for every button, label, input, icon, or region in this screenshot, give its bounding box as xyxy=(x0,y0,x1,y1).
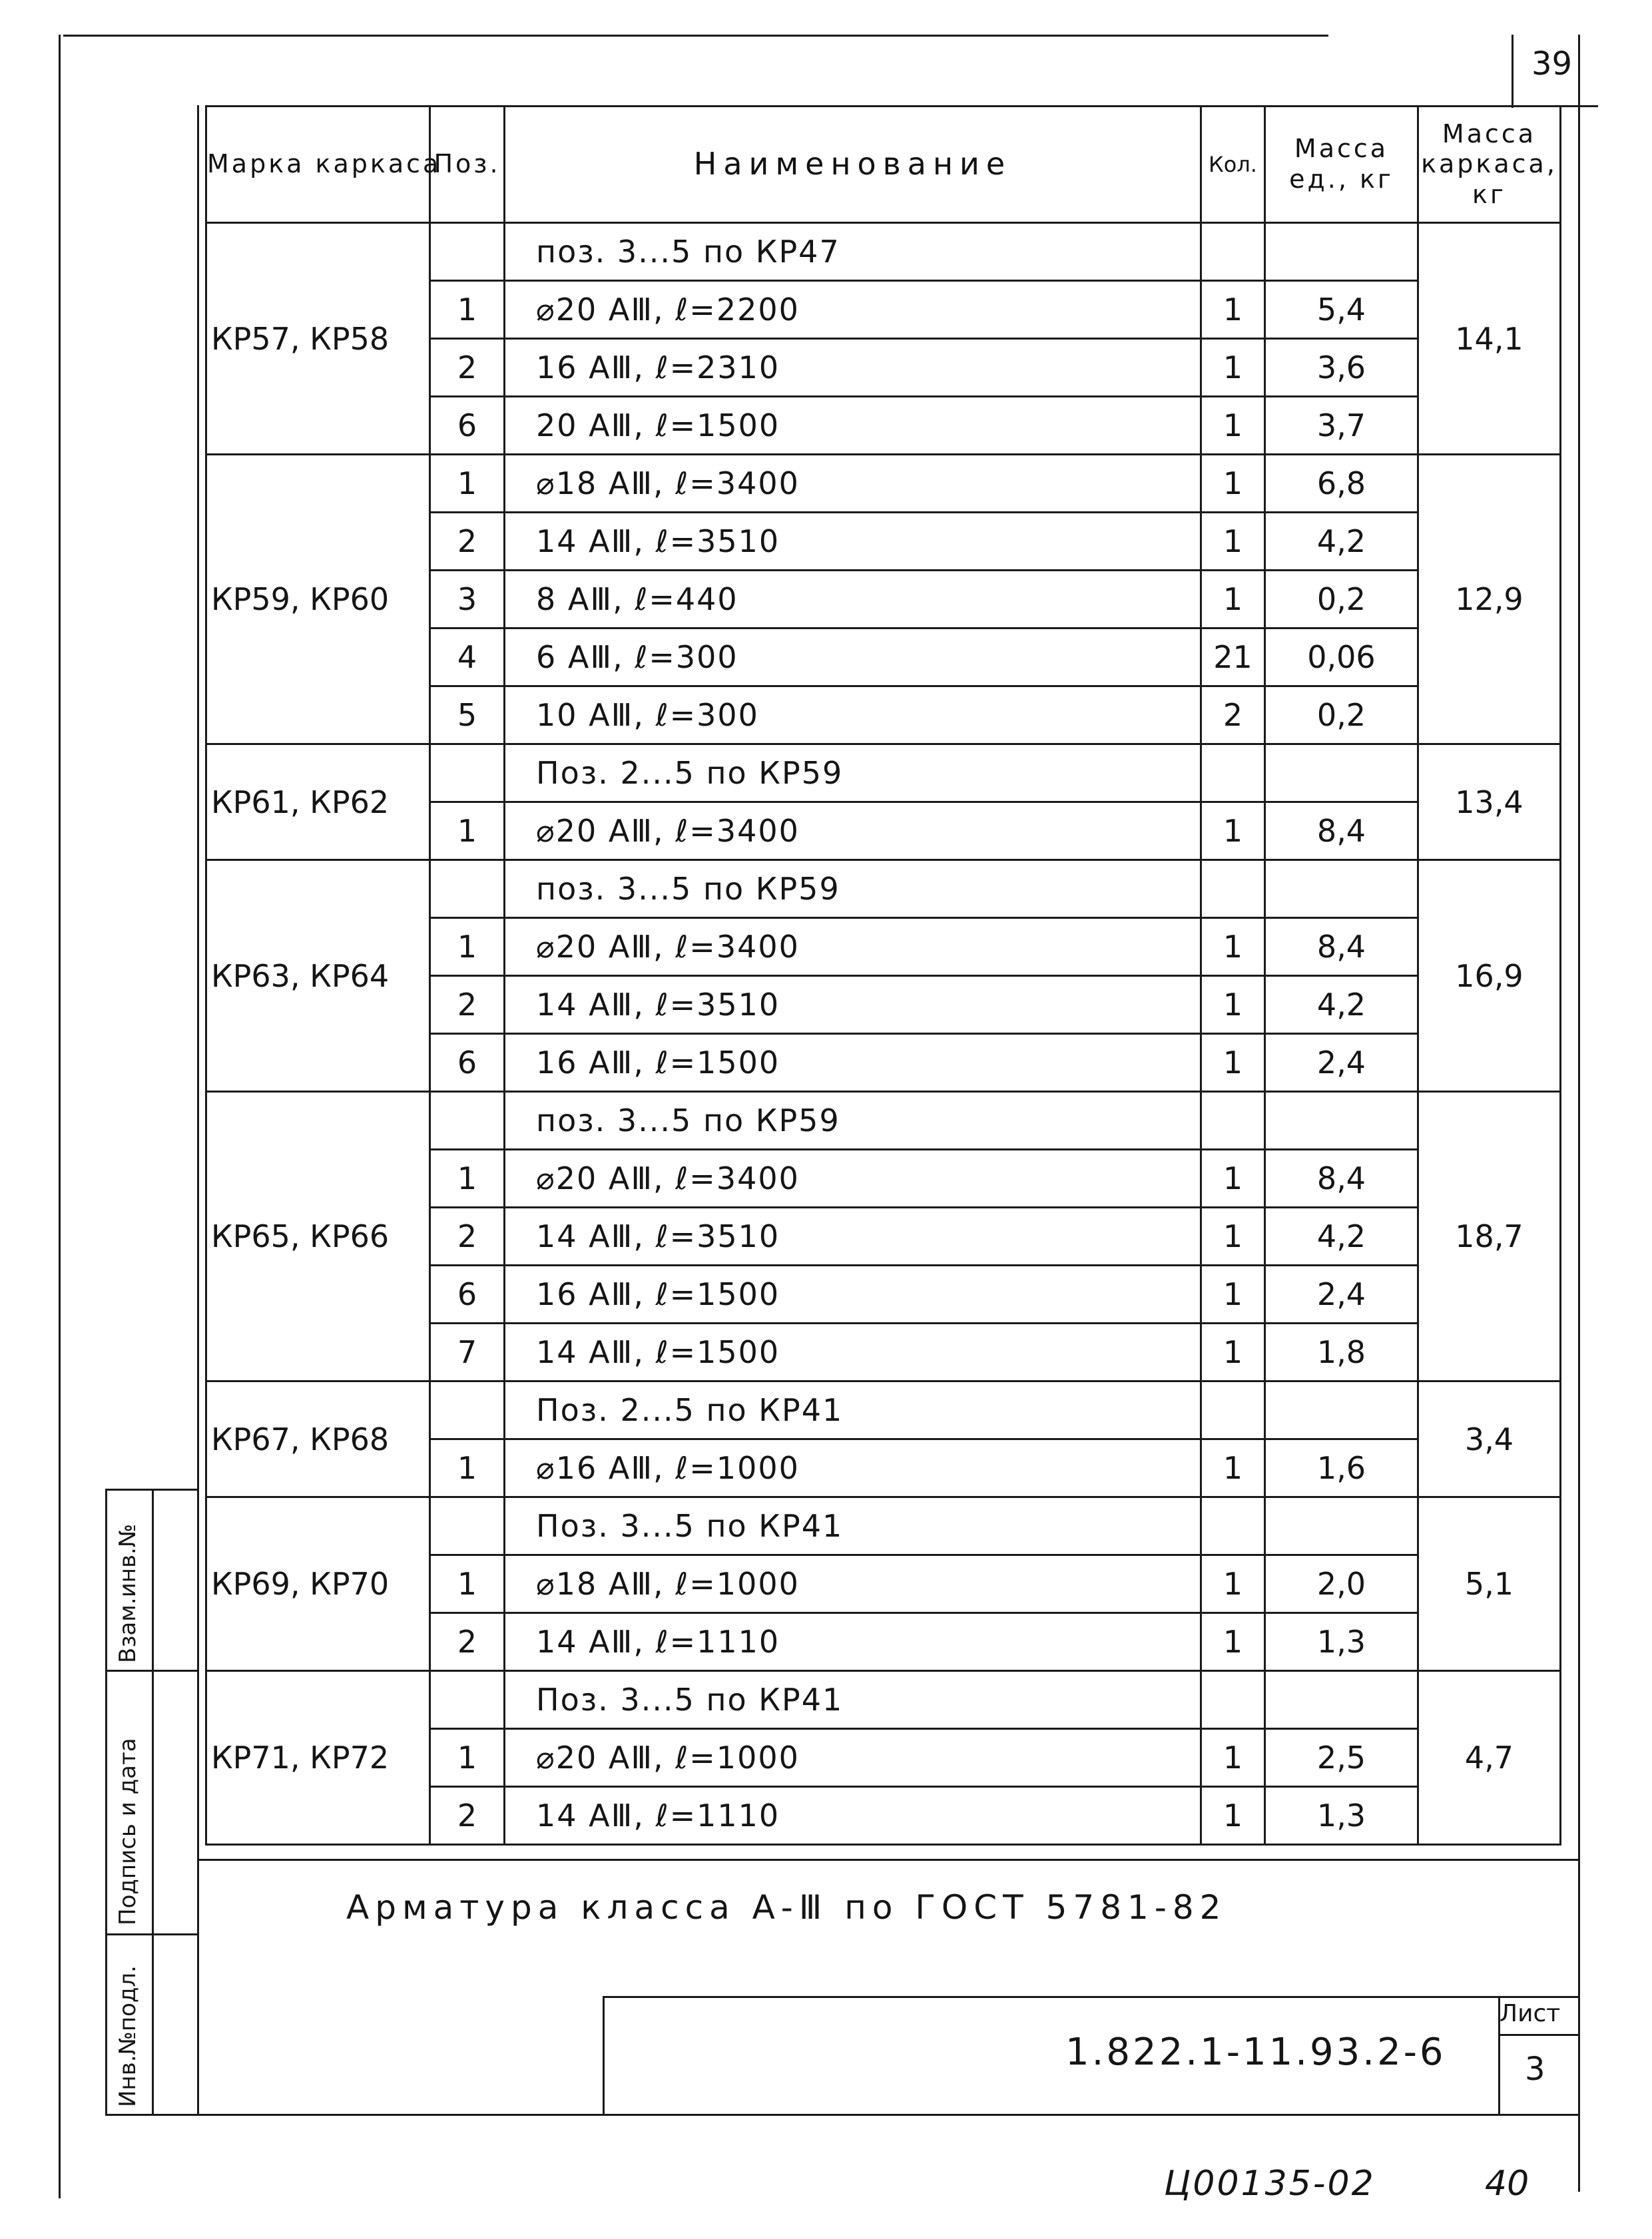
quantity-cell xyxy=(1201,1092,1265,1150)
position-cell: 1 xyxy=(430,802,505,860)
unit-mass-cell: 1,3 xyxy=(1265,1787,1418,1845)
quantity-cell: 1 xyxy=(1201,1555,1265,1613)
name-cell: 16 АⅢ, ℓ=1500 xyxy=(505,1034,1201,1092)
position-cell: 1 xyxy=(430,1439,505,1497)
name-cell: Поз. 2...5 по КР41 xyxy=(505,1381,1201,1439)
frame-border-left xyxy=(197,105,199,2116)
name-cell: 16 АⅢ, ℓ=1500 xyxy=(505,1266,1201,1324)
reinforcement-note: Арматура класса А-Ⅲ по ГОСТ 5781-82 xyxy=(346,1888,1227,1927)
table-row xyxy=(206,455,1561,513)
unit-mass-cell xyxy=(1265,1671,1418,1729)
stamp-strip-top xyxy=(105,1489,198,1491)
name-cell: ⌀20 АⅢ, ℓ=2200 xyxy=(505,281,1201,339)
unit-mass-cell: 0,2 xyxy=(1265,571,1418,628)
position-cell xyxy=(430,1092,505,1150)
quantity-cell xyxy=(1201,223,1265,281)
name-cell: 14 АⅢ, ℓ=3510 xyxy=(505,976,1201,1034)
name-cell: 14 АⅢ, ℓ=1110 xyxy=(505,1787,1201,1845)
position-cell: 2 xyxy=(430,1613,505,1671)
table-row xyxy=(206,860,1561,918)
frame-total-mass-cell: 16,9 xyxy=(1418,860,1561,1092)
quantity-cell: 1 xyxy=(1201,571,1265,628)
unit-mass-cell xyxy=(1265,1497,1418,1555)
unit-mass-cell: 4,2 xyxy=(1265,513,1418,571)
position-cell: 4 xyxy=(430,628,505,686)
quantity-cell: 1 xyxy=(1201,1324,1265,1381)
note-separator xyxy=(197,1859,1578,1861)
sheet-number: 3 xyxy=(1525,2051,1545,2088)
unit-mass-cell xyxy=(1265,223,1418,281)
frame-top-line xyxy=(63,35,1328,37)
quantity-cell: 2 xyxy=(1201,686,1265,744)
sheet-label: Лист xyxy=(1500,2000,1561,2027)
stamp-strip-left xyxy=(105,1489,107,2116)
position-cell: 2 xyxy=(430,513,505,571)
name-cell: 14 АⅢ, ℓ=3510 xyxy=(505,513,1201,571)
frame-total-mass-cell: 14,1 xyxy=(1418,223,1561,455)
name-cell: ⌀18 АⅢ, ℓ=3400 xyxy=(505,455,1201,513)
page-number-box-left xyxy=(1512,35,1514,108)
position-cell xyxy=(430,744,505,802)
position-cell: 2 xyxy=(430,976,505,1034)
header-frame-mass: Масса каркаса, кг xyxy=(1418,107,1561,223)
position-cell: 1 xyxy=(430,1555,505,1613)
unit-mass-cell: 2,0 xyxy=(1265,1555,1418,1613)
position-cell: 2 xyxy=(430,1787,505,1845)
position-cell: 5 xyxy=(430,686,505,744)
quantity-cell: 21 xyxy=(1201,628,1265,686)
unit-mass-cell: 5,4 xyxy=(1265,281,1418,339)
table-row xyxy=(206,1092,1561,1150)
page-number: 39 xyxy=(1531,45,1573,83)
quantity-cell: 1 xyxy=(1201,1439,1265,1497)
quantity-cell: 1 xyxy=(1201,339,1265,397)
quantity-cell: 1 xyxy=(1201,1034,1265,1092)
name-cell: 14 АⅢ, ℓ=1110 xyxy=(505,1613,1201,1671)
position-cell: 1 xyxy=(430,281,505,339)
table-header-row xyxy=(206,107,1561,223)
unit-mass-cell: 4,2 xyxy=(1265,976,1418,1034)
unit-mass-cell: 8,4 xyxy=(1265,1150,1418,1208)
name-cell: 14 АⅢ, ℓ=1500 xyxy=(505,1324,1201,1381)
stamp-replace-inv: Взам.инв.№ xyxy=(115,1523,141,1663)
unit-mass-cell: 2,4 xyxy=(1265,1266,1418,1324)
quantity-cell: 1 xyxy=(1201,1266,1265,1324)
frame-mark-cell: КР65, КР66 xyxy=(206,1092,430,1381)
unit-mass-cell xyxy=(1265,1092,1418,1150)
table-row xyxy=(206,744,1561,802)
quantity-cell xyxy=(1201,1497,1265,1555)
table-row xyxy=(206,1381,1561,1439)
stamp-strip-bottom xyxy=(105,2114,198,2116)
quantity-cell: 1 xyxy=(1201,976,1265,1034)
position-cell: 1 xyxy=(430,1729,505,1787)
name-cell: 14 АⅢ, ℓ=3510 xyxy=(505,1208,1201,1266)
stamp-strip-mid xyxy=(152,1489,154,2116)
position-cell: 2 xyxy=(430,339,505,397)
unit-mass-cell: 0,2 xyxy=(1265,686,1418,744)
unit-mass-cell: 3,6 xyxy=(1265,339,1418,397)
table-row xyxy=(206,1497,1561,1555)
position-cell: 1 xyxy=(430,455,505,513)
quantity-cell: 1 xyxy=(1201,1150,1265,1208)
table-row xyxy=(206,1671,1561,1729)
stamp-sign-date: Подпись и дата xyxy=(115,1738,141,1925)
quantity-cell xyxy=(1201,1381,1265,1439)
name-cell: Поз. 2...5 по КР59 xyxy=(505,744,1201,802)
position-cell: 2 xyxy=(430,1208,505,1266)
name-cell: 16 АⅢ, ℓ=2310 xyxy=(505,339,1201,397)
header-mark: Марка каркаса xyxy=(206,107,430,223)
position-cell: 1 xyxy=(430,1150,505,1208)
name-cell: Поз. 3...5 по КР41 xyxy=(505,1671,1201,1729)
quantity-cell: 1 xyxy=(1201,1729,1265,1787)
name-cell: 8 АⅢ, ℓ=440 xyxy=(505,571,1201,628)
frame-total-mass-cell: 13,4 xyxy=(1418,744,1561,860)
position-cell xyxy=(430,860,505,918)
frame-total-mass-cell: 5,1 xyxy=(1418,1497,1561,1671)
position-cell: 6 xyxy=(430,1034,505,1092)
unit-mass-cell: 2,5 xyxy=(1265,1729,1418,1787)
name-cell: ⌀20 АⅢ, ℓ=3400 xyxy=(505,918,1201,976)
unit-mass-cell: 0,06 xyxy=(1265,628,1418,686)
frame-mark-cell: КР67, КР68 xyxy=(206,1381,430,1497)
frame-mark-cell: КР59, КР60 xyxy=(206,455,430,744)
name-cell: ⌀18 АⅢ, ℓ=1000 xyxy=(505,1555,1201,1613)
unit-mass-cell: 2,4 xyxy=(1265,1034,1418,1092)
unit-mass-cell: 8,4 xyxy=(1265,918,1418,976)
name-cell: 10 АⅢ, ℓ=300 xyxy=(505,686,1201,744)
unit-mass-cell: 6,8 xyxy=(1265,455,1418,513)
quantity-cell: 1 xyxy=(1201,918,1265,976)
unit-mass-cell: 1,8 xyxy=(1265,1324,1418,1381)
header-qty: Кол. xyxy=(1201,107,1265,223)
stamp-divider-1 xyxy=(105,1670,198,1672)
quantity-cell: 1 xyxy=(1201,397,1265,455)
stamp-divider-2 xyxy=(105,1933,198,1935)
name-cell: Поз. 3...5 по КР41 xyxy=(505,1497,1201,1555)
name-cell: ⌀20 АⅢ, ℓ=1000 xyxy=(505,1729,1201,1787)
title-block-bottom xyxy=(197,2114,1578,2116)
quantity-cell: 1 xyxy=(1201,1208,1265,1266)
position-cell: 6 xyxy=(430,397,505,455)
title-block-left xyxy=(603,1996,605,2116)
quantity-cell: 1 xyxy=(1201,513,1265,571)
unit-mass-cell: 8,4 xyxy=(1265,802,1418,860)
stamp-inv-orig: Инв.№подл. xyxy=(115,1965,141,2107)
unit-mass-cell: 1,3 xyxy=(1265,1613,1418,1671)
position-cell xyxy=(430,1381,505,1439)
position-cell xyxy=(430,1671,505,1729)
position-cell xyxy=(430,1497,505,1555)
position-cell: 6 xyxy=(430,1266,505,1324)
archive-page: 40 xyxy=(1485,2164,1529,2204)
quantity-cell: 1 xyxy=(1201,1613,1265,1671)
name-cell: ⌀20 АⅢ, ℓ=3400 xyxy=(505,802,1201,860)
unit-mass-cell: 4,2 xyxy=(1265,1208,1418,1266)
quantity-cell xyxy=(1201,744,1265,802)
frame-total-mass-cell: 3,4 xyxy=(1418,1381,1561,1497)
frame-mark-cell: КР63, КР64 xyxy=(206,860,430,1092)
frame-total-mass-cell: 4,7 xyxy=(1418,1671,1561,1845)
header-name: Наименование xyxy=(505,107,1201,223)
position-cell: 3 xyxy=(430,571,505,628)
name-cell: 6 АⅢ, ℓ=300 xyxy=(505,628,1201,686)
quantity-cell: 1 xyxy=(1201,281,1265,339)
header-pos: Поз. xyxy=(430,107,505,223)
position-cell: 7 xyxy=(430,1324,505,1381)
archive-code: Ц00135-02 xyxy=(1164,2164,1376,2204)
unit-mass-cell xyxy=(1265,1381,1418,1439)
quantity-cell: 1 xyxy=(1201,455,1265,513)
position-cell xyxy=(430,223,505,281)
document-code: 1.822.1-11.93.2-6 xyxy=(1065,2031,1446,2074)
header-unit-mass: Масса ед., кг xyxy=(1265,107,1418,223)
unit-mass-cell xyxy=(1265,860,1418,918)
name-cell: поз. 3...5 по КР59 xyxy=(505,1092,1201,1150)
frame-total-mass-cell: 12,9 xyxy=(1418,455,1561,744)
name-cell: 20 АⅢ, ℓ=1500 xyxy=(505,397,1201,455)
unit-mass-cell: 3,7 xyxy=(1265,397,1418,455)
frame-total-mass-cell: 18,7 xyxy=(1418,1092,1561,1381)
title-block-top xyxy=(603,1996,1578,1998)
frame-mark-cell: КР69, КР70 xyxy=(206,1497,430,1671)
quantity-cell xyxy=(1201,1671,1265,1729)
specification-table xyxy=(205,105,1561,1846)
name-cell: поз. 3...5 по КР59 xyxy=(505,860,1201,918)
frame-mark-cell: КР71, КР72 xyxy=(206,1671,430,1845)
name-cell: поз. 3...5 по КР47 xyxy=(505,223,1201,281)
unit-mass-cell: 1,6 xyxy=(1265,1439,1418,1497)
frame-mark-cell: КР61, КР62 xyxy=(206,744,430,860)
position-cell: 1 xyxy=(430,918,505,976)
table-row xyxy=(206,223,1561,281)
frame-left-line xyxy=(59,35,61,2198)
quantity-cell xyxy=(1201,860,1265,918)
name-cell: ⌀16 АⅢ, ℓ=1000 xyxy=(505,1439,1201,1497)
frame-mark-cell: КР57, КР58 xyxy=(206,223,430,455)
frame-right-line xyxy=(1578,35,1580,2192)
unit-mass-cell xyxy=(1265,744,1418,802)
quantity-cell: 1 xyxy=(1201,802,1265,860)
name-cell: ⌀20 АⅢ, ℓ=3400 xyxy=(505,1150,1201,1208)
quantity-cell: 1 xyxy=(1201,1787,1265,1845)
sheet-box-divider xyxy=(1498,2034,1578,2036)
